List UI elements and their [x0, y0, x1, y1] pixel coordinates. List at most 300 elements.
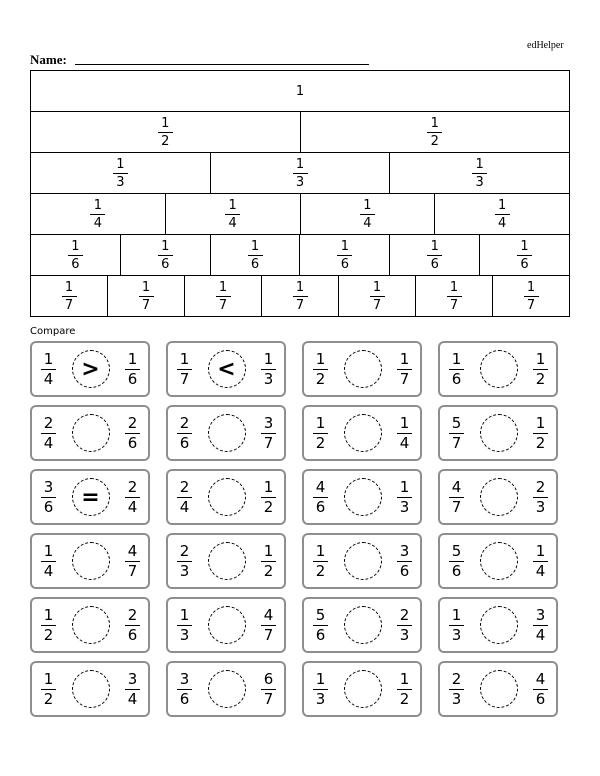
denominator: 3 — [315, 689, 326, 708]
strip-cell — [184, 276, 261, 316]
problem-row — [30, 661, 574, 717]
strip-cell — [210, 235, 300, 275]
denominator: 3 — [475, 174, 484, 190]
denominator: 2 — [535, 369, 546, 388]
strip-cell — [30, 112, 300, 152]
numerator: 2 — [179, 413, 190, 432]
compare-problem — [166, 341, 286, 397]
strip-cell — [120, 235, 210, 275]
denominator: 2 — [399, 689, 410, 708]
name-entry-line[interactable] — [75, 64, 369, 65]
unit-fraction — [62, 281, 77, 312]
numerator: 1 — [535, 541, 546, 560]
answer-circle[interactable]: = — [72, 478, 110, 516]
numerator: 1 — [315, 349, 326, 368]
numerator: 2 — [179, 477, 190, 496]
numerator: 1 — [363, 197, 372, 213]
numerator: 1 — [295, 156, 305, 172]
unit-fraction — [68, 240, 83, 271]
problem-row — [30, 405, 574, 461]
numerator: 1 — [263, 541, 274, 560]
strip-cell — [210, 153, 390, 193]
numerator: 1 — [535, 413, 546, 432]
denominator: 6 — [127, 625, 138, 644]
left-fraction — [41, 477, 56, 516]
compare-problem — [166, 469, 286, 525]
denominator: 4 — [43, 561, 54, 580]
numerator: 5 — [451, 413, 462, 432]
denominator: 3 — [451, 625, 462, 644]
fraction-strips-chart — [30, 70, 570, 317]
left-fraction — [177, 477, 192, 516]
denominator: 4 — [43, 433, 54, 452]
numerator: 1 — [116, 156, 125, 172]
compare-heading: Compare — [30, 326, 76, 337]
denominator: 2 — [43, 625, 54, 644]
denominator: 4 — [535, 625, 546, 644]
strip-cell — [30, 276, 107, 316]
answer-circle[interactable] — [72, 670, 110, 708]
numerator: 4 — [263, 605, 274, 624]
denominator: 4 — [399, 433, 410, 452]
numerator: 3 — [399, 541, 410, 560]
numerator: 1 — [497, 197, 507, 213]
problem-row — [30, 341, 574, 397]
unit-fraction — [427, 240, 442, 271]
right-fraction — [261, 477, 276, 516]
numerator: 3 — [263, 413, 274, 432]
numerator: 1 — [127, 349, 138, 368]
strip-cell — [434, 194, 570, 234]
left-fraction — [177, 349, 192, 388]
denominator: 4 — [535, 561, 546, 580]
right-fraction — [397, 541, 412, 580]
left-fraction — [449, 349, 464, 388]
denominator: 4 — [497, 215, 507, 231]
numerator: 1 — [430, 238, 439, 254]
compare-problem — [302, 405, 422, 461]
strip-cell — [30, 194, 165, 234]
answer-circle[interactable] — [208, 542, 246, 580]
fraction-bar — [370, 296, 385, 297]
denominator: 3 — [295, 174, 305, 190]
fraction-bar — [524, 296, 539, 297]
denominator: 3 — [399, 497, 410, 516]
numerator: 1 — [64, 279, 74, 295]
compare-problem — [438, 597, 558, 653]
denominator: 3 — [451, 689, 462, 708]
right-fraction — [125, 413, 140, 452]
strip-cell — [261, 276, 338, 316]
left-fraction — [177, 605, 192, 644]
denominator: 7 — [451, 497, 462, 516]
unit-fraction — [158, 117, 173, 148]
numerator: 1 — [43, 669, 54, 688]
numerator: 1 — [43, 541, 54, 560]
left-fraction — [313, 413, 328, 452]
numerator: 1 — [161, 115, 170, 131]
numerator: 2 — [451, 669, 462, 688]
answer-circle[interactable]: < — [208, 350, 246, 388]
denominator: 7 — [141, 297, 151, 313]
unit-fraction — [517, 240, 532, 271]
strip-cell — [165, 194, 300, 234]
strip-cell — [389, 235, 479, 275]
numerator: 1 — [399, 477, 410, 496]
fraction-bar — [472, 173, 487, 174]
answer-circle[interactable] — [208, 606, 246, 644]
fraction-strip-row — [30, 152, 570, 193]
right-fraction — [397, 477, 412, 516]
answer-circle[interactable] — [480, 542, 518, 580]
numerator: 1 — [141, 279, 151, 295]
left-fraction — [449, 605, 464, 644]
numerator: 1 — [218, 279, 228, 295]
right-fraction — [533, 477, 548, 516]
numerator: 1 — [263, 349, 274, 368]
unit-fraction — [90, 199, 105, 230]
denominator: 7 — [218, 297, 228, 313]
answer-circle[interactable] — [480, 606, 518, 644]
denominator: 6 — [179, 689, 190, 708]
numerator: 1 — [315, 413, 326, 432]
left-fraction — [449, 413, 464, 452]
unit-fraction — [216, 281, 231, 312]
denominator: 4 — [43, 369, 54, 388]
numerator: 4 — [535, 669, 546, 688]
fraction-bar — [90, 214, 105, 215]
fraction-bar — [216, 296, 231, 297]
right-fraction — [533, 605, 548, 644]
numerator: 1 — [179, 349, 190, 368]
fraction-bar — [427, 132, 442, 133]
right-fraction — [397, 669, 412, 708]
compare-problem — [30, 533, 150, 589]
numerator: 1 — [399, 349, 410, 368]
left-fraction — [177, 669, 192, 708]
brand-label: edHelper — [527, 40, 564, 51]
answer-circle[interactable] — [72, 414, 110, 452]
left-fraction — [313, 669, 328, 708]
left-fraction — [313, 605, 328, 644]
right-fraction — [261, 605, 276, 644]
denominator: 7 — [263, 689, 274, 708]
fraction-bar — [139, 296, 154, 297]
numerator: 1 — [250, 238, 260, 254]
denominator: 2 — [263, 561, 274, 580]
numerator: 1 — [43, 349, 54, 368]
answer-circle[interactable] — [72, 606, 110, 644]
denominator: 7 — [263, 433, 274, 452]
denominator: 4 — [228, 215, 237, 231]
fraction-bar — [293, 173, 308, 174]
strip-cell — [299, 235, 389, 275]
fraction-bar — [68, 255, 83, 256]
denominator: 6 — [535, 689, 546, 708]
numerator: 2 — [179, 541, 190, 560]
right-fraction — [397, 349, 412, 388]
fraction-strip-row — [30, 234, 570, 275]
fraction-strip-row — [30, 70, 570, 111]
numerator: 2 — [127, 605, 138, 624]
compare-problem — [302, 597, 422, 653]
denominator: 6 — [340, 256, 350, 272]
unit-fraction — [139, 281, 154, 312]
strip-cell — [492, 276, 570, 316]
denominator: 3 — [116, 174, 125, 190]
compare-problem — [30, 469, 150, 525]
numerator: 4 — [127, 541, 138, 560]
left-fraction — [177, 413, 192, 452]
right-fraction — [125, 477, 140, 516]
numerator: 1 — [315, 669, 326, 688]
answer-circle[interactable] — [480, 478, 518, 516]
numerator: 1 — [451, 349, 462, 368]
left-fraction — [449, 669, 464, 708]
fraction-bar — [113, 173, 128, 174]
numerator: 1 — [263, 477, 274, 496]
strip-cell — [30, 235, 120, 275]
strip-cell — [300, 194, 435, 234]
answer-circle[interactable] — [208, 414, 246, 452]
denominator: 2 — [263, 497, 274, 516]
right-fraction — [533, 541, 548, 580]
fraction-strip-row — [30, 275, 570, 317]
denominator: 7 — [451, 433, 462, 452]
denominator: 4 — [93, 215, 103, 231]
denominator: 3 — [179, 625, 190, 644]
left-fraction — [313, 541, 328, 580]
fraction-bar — [495, 214, 510, 215]
denominator: 6 — [71, 256, 80, 272]
unit-fraction — [360, 199, 375, 230]
fraction-bar — [427, 255, 442, 256]
right-fraction — [261, 349, 276, 388]
answer-circle[interactable] — [344, 478, 382, 516]
answer-circle[interactable] — [208, 478, 246, 516]
denominator: 6 — [127, 369, 138, 388]
answer-circle[interactable] — [344, 350, 382, 388]
denominator: 2 — [43, 689, 54, 708]
numerator: 2 — [535, 477, 546, 496]
problem-row — [30, 597, 574, 653]
numerator: 1 — [179, 605, 190, 624]
denominator: 6 — [127, 433, 138, 452]
answer-circle[interactable] — [208, 670, 246, 708]
numerator: 1 — [71, 238, 80, 254]
denominator: 3 — [399, 625, 410, 644]
denominator: 7 — [449, 297, 459, 313]
numerator: 3 — [127, 669, 138, 688]
answer-circle[interactable] — [480, 350, 518, 388]
compare-problem — [438, 405, 558, 461]
denominator: 4 — [127, 497, 138, 516]
denominator: 4 — [179, 497, 190, 516]
denominator: 4 — [127, 689, 138, 708]
numerator: 1 — [340, 238, 350, 254]
fraction-bar — [62, 296, 77, 297]
strip-cell — [415, 276, 492, 316]
left-fraction — [41, 349, 56, 388]
numerator: 1 — [43, 605, 54, 624]
strip-cell — [389, 153, 570, 193]
fraction-bar — [248, 255, 263, 256]
answer-circle[interactable] — [72, 542, 110, 580]
left-fraction — [449, 541, 464, 580]
numerator: 1 — [475, 156, 484, 172]
strip-cell — [479, 235, 570, 275]
numerator: 4 — [451, 477, 462, 496]
unit-fraction — [472, 158, 487, 189]
compare-problem — [302, 469, 422, 525]
answer-circle[interactable] — [480, 414, 518, 452]
denominator: 7 — [263, 625, 274, 644]
whole-strip-cell: 1 — [30, 71, 570, 111]
unit-fraction — [113, 158, 128, 189]
left-fraction — [313, 349, 328, 388]
compare-problem — [438, 469, 558, 525]
denominator: 6 — [451, 561, 462, 580]
numerator: 2 — [127, 413, 138, 432]
numerator: 1 — [399, 413, 410, 432]
fraction-bar — [158, 132, 173, 133]
numerator: 1 — [228, 197, 237, 213]
left-fraction — [41, 669, 56, 708]
unit-fraction — [158, 240, 173, 271]
compare-problem — [30, 405, 150, 461]
numerator: 1 — [520, 238, 529, 254]
unit-fraction — [524, 281, 539, 312]
right-fraction — [261, 413, 276, 452]
unit-fraction — [293, 158, 308, 189]
fraction-strip-row — [30, 111, 570, 152]
fraction-bar — [158, 255, 173, 256]
denominator: 3 — [535, 497, 546, 516]
numerator: 5 — [315, 605, 326, 624]
right-fraction — [125, 541, 140, 580]
numerator: 1 — [161, 238, 170, 254]
left-fraction — [177, 541, 192, 580]
strip-cell — [30, 153, 210, 193]
denominator: 6 — [250, 256, 260, 272]
fraction-bar — [337, 255, 352, 256]
right-fraction — [397, 413, 412, 452]
left-fraction — [41, 541, 56, 580]
compare-problem — [30, 661, 150, 717]
left-fraction — [313, 477, 328, 516]
answer-circle[interactable] — [344, 670, 382, 708]
denominator: 6 — [315, 497, 326, 516]
unit-fraction — [495, 199, 510, 230]
numerator: 1 — [315, 541, 326, 560]
compare-problem — [166, 661, 286, 717]
denominator: 7 — [526, 297, 536, 313]
unit-fraction — [293, 281, 308, 312]
denominator: 6 — [451, 369, 462, 388]
denominator: 3 — [263, 369, 274, 388]
answer-circle[interactable] — [344, 606, 382, 644]
numerator: 1 — [295, 279, 305, 295]
numerator: 1 — [399, 669, 410, 688]
answer-circle[interactable] — [480, 670, 518, 708]
answer-circle[interactable]: > — [72, 350, 110, 388]
strip-cell — [338, 276, 415, 316]
denominator: 6 — [161, 256, 170, 272]
fraction-bar — [517, 255, 532, 256]
unit-fraction — [225, 199, 240, 230]
denominator: 4 — [363, 215, 372, 231]
unit-fraction — [248, 240, 263, 271]
right-fraction — [533, 669, 548, 708]
unit-fraction — [427, 117, 442, 148]
numerator: 1 — [451, 605, 462, 624]
denominator: 6 — [520, 256, 529, 272]
compare-problem — [438, 341, 558, 397]
denominator: 7 — [64, 297, 74, 313]
unit-fraction — [370, 281, 385, 312]
problem-row — [30, 533, 574, 589]
answer-circle[interactable] — [344, 414, 382, 452]
compare-problem — [30, 341, 150, 397]
denominator: 7 — [399, 369, 410, 388]
denominator: 2 — [430, 133, 439, 149]
numerator: 4 — [315, 477, 326, 496]
numerator: 3 — [535, 605, 546, 624]
compare-problem — [438, 661, 558, 717]
denominator: 2 — [535, 433, 546, 452]
denominator: 6 — [430, 256, 439, 272]
compare-problem — [166, 597, 286, 653]
denominator: 6 — [179, 433, 190, 452]
denominator: 7 — [372, 297, 382, 313]
name-label: Name: — [30, 52, 67, 67]
denominator: 7 — [127, 561, 138, 580]
fraction-bar — [447, 296, 462, 297]
compare-problem — [438, 533, 558, 589]
left-fraction — [449, 477, 464, 516]
fraction-bar — [293, 296, 308, 297]
strip-cell — [107, 276, 184, 316]
compare-problem — [302, 661, 422, 717]
compare-problem — [302, 341, 422, 397]
right-fraction — [261, 541, 276, 580]
fraction-bar — [225, 214, 240, 215]
numerator: 5 — [451, 541, 462, 560]
right-fraction — [125, 669, 140, 708]
unit-fraction — [447, 281, 462, 312]
numerator: 1 — [372, 279, 382, 295]
denominator: 3 — [179, 561, 190, 580]
numerator: 6 — [263, 669, 274, 688]
compare-problem — [302, 533, 422, 589]
denominator: 7 — [295, 297, 305, 313]
numerator: 3 — [179, 669, 190, 688]
fraction-strip-row — [30, 193, 570, 234]
strip-cell — [300, 112, 571, 152]
compare-problems-grid — [30, 341, 574, 725]
denominator: 2 — [315, 561, 326, 580]
right-fraction — [397, 605, 412, 644]
right-fraction — [533, 349, 548, 388]
problem-row — [30, 469, 574, 525]
numerator: 1 — [93, 197, 103, 213]
numerator: 2 — [127, 477, 138, 496]
numerator: 1 — [535, 349, 546, 368]
compare-problem — [166, 405, 286, 461]
left-fraction — [41, 605, 56, 644]
answer-circle[interactable] — [344, 542, 382, 580]
unit-fraction — [337, 240, 352, 271]
